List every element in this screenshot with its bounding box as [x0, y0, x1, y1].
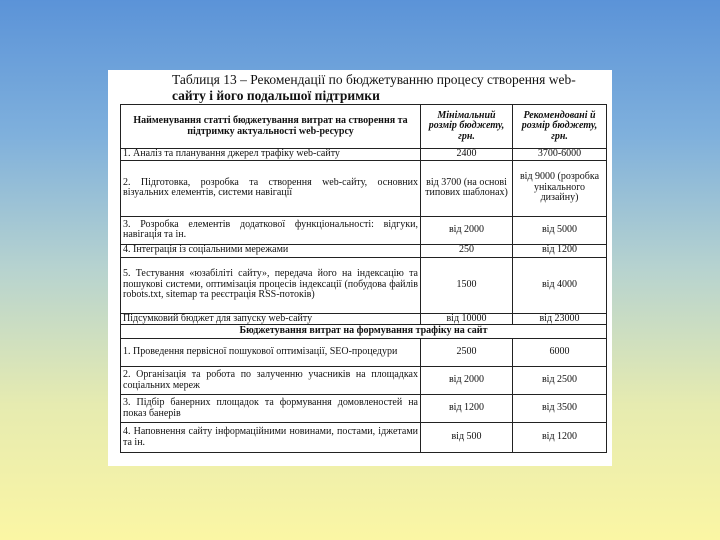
- row-min: від 3700 (на основі типових шаблонах): [421, 160, 513, 216]
- table-row: [121, 367, 607, 395]
- row-rec: від 1200: [513, 244, 607, 257]
- header-item: Найменування статті бюджетування витрат на створення та підтримку актуальності web-ресурсу: [121, 105, 421, 149]
- document-page: [108, 70, 612, 466]
- row-rec: від 9000 (розробка унікального дизайну): [513, 160, 607, 216]
- row-min: від 2000: [421, 367, 513, 395]
- row-min: від 500: [421, 423, 513, 453]
- row-name: 5. Тестування «юзабіліті сайту», передача його на індексацію та пошукові системи, оптимізація процесів індексації (побудова файлів robots.txt, sitemap та реєстрація RSS-потоків): [121, 257, 421, 313]
- row-min: від 2000: [421, 216, 513, 244]
- row-rec: від 23000: [513, 313, 607, 325]
- row-rec: 3700-6000: [513, 149, 607, 161]
- row-min: 2500: [421, 339, 513, 367]
- table-header-row: [121, 105, 607, 149]
- table-row: [121, 149, 607, 161]
- row-min: від 10000: [421, 313, 513, 325]
- row-rec: від 1200: [513, 423, 607, 453]
- row-min: 250: [421, 244, 513, 257]
- row-name: 2. Підготовка, розробка та створення web-сайту, основних візуальних елементів, системи навігації: [121, 160, 421, 216]
- section-header-row: [121, 325, 607, 339]
- table-row: [121, 216, 607, 244]
- row-rec: від 4000: [513, 257, 607, 313]
- table-row: [121, 257, 607, 313]
- row-name: 2. Організація та робота по залученню учасників на площадках соціальних мереж: [121, 367, 421, 395]
- table-row: [121, 423, 607, 453]
- caption-line-2: сайту і його подальшої підтримки: [172, 88, 380, 103]
- header-min: Мінімальний розмір бюджету, грн.: [421, 105, 513, 149]
- row-name: 1. Проведення первісної пошукової оптимізації, SEO-процедури: [121, 339, 421, 367]
- row-name: 3. Розробка елементів додаткової функціональності: відгуки, навігація та ін.: [121, 216, 421, 244]
- row-min: 2400: [421, 149, 513, 161]
- caption-line-1: Таблиця 13 – Рекомендації по бюджетуванню процесу створення web-: [172, 72, 576, 87]
- header-rec: Рекомендовані й розмір бюджету, грн.: [513, 105, 607, 149]
- row-name: 4. Інтеграція із соціальними мережами: [121, 244, 421, 257]
- row-min: від 1200: [421, 395, 513, 423]
- table-row: [121, 339, 607, 367]
- table-row: [121, 244, 607, 257]
- row-rec: 6000: [513, 339, 607, 367]
- table-row: [121, 395, 607, 423]
- section-title: Бюджетування витрат на формування трафіку на сайт: [121, 325, 607, 339]
- table-caption: [112, 70, 608, 104]
- row-min: 1500: [421, 257, 513, 313]
- row-rec: від 5000: [513, 216, 607, 244]
- row-name: Підсумковий бюджет для запуску web-сайту: [121, 313, 421, 325]
- table-row: [121, 160, 607, 216]
- row-name: 4. Наповнення сайту інформаційними новинами, постами, іджетами та ін.: [121, 423, 421, 453]
- budget-table: [120, 104, 607, 453]
- row-name: 1. Аналіз та планування джерел трафіку web-сайту: [121, 149, 421, 161]
- row-name: 3. Підбір банерних площадок та формування домовленостей на показ банерів: [121, 395, 421, 423]
- row-rec: від 3500: [513, 395, 607, 423]
- row-rec: від 2500: [513, 367, 607, 395]
- table-row-total: [121, 313, 607, 325]
